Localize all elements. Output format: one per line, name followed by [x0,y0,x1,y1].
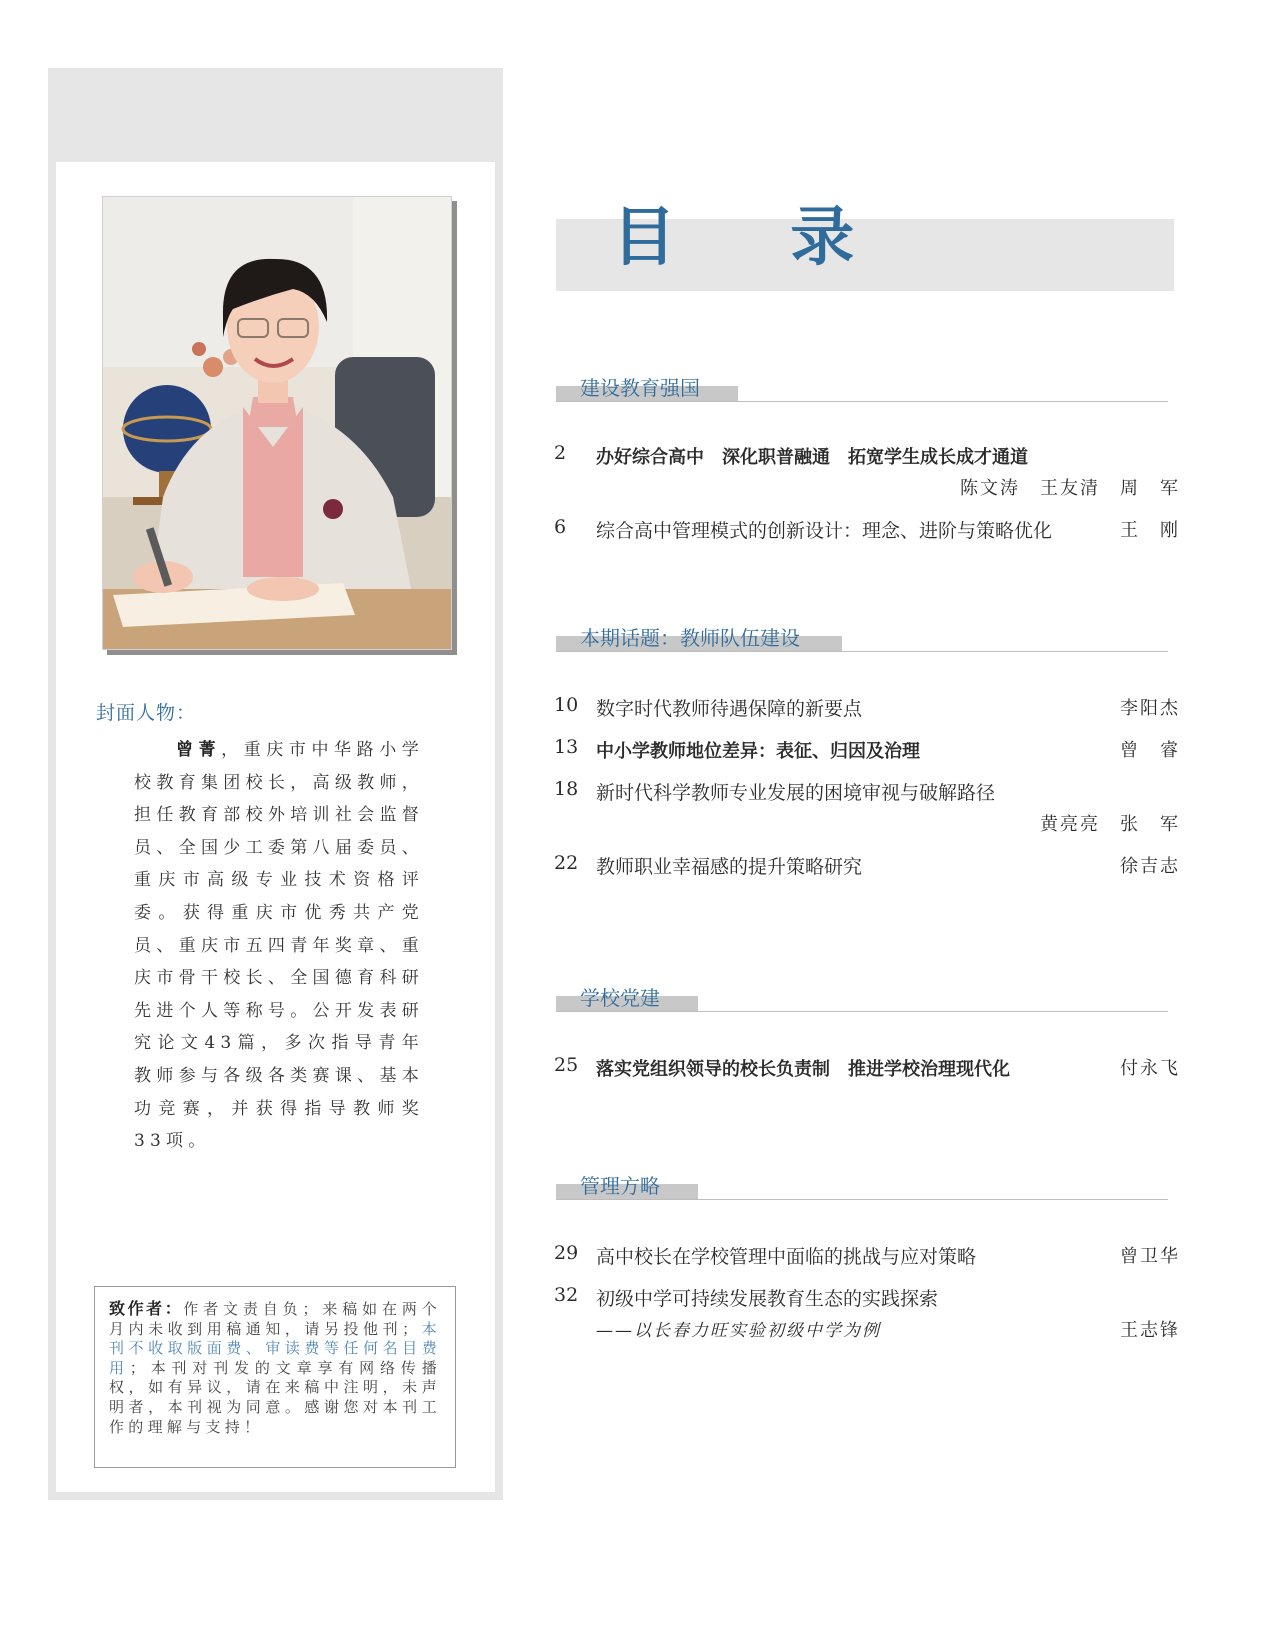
toc-entry-authors: 曾卫华 [1120,1246,1180,1267]
section-heading-rule [556,401,1168,402]
cover-person-name: 曾菁 [176,740,222,760]
author-notice-highlight: 本刊不收取版面费、审读费等任何名目费用 [109,1319,441,1377]
section-heading [556,374,1168,404]
section-heading-rule [556,651,1168,652]
author-notice-text-1: 作者文责自负；来稿如在两个月内未收到用稿通知，请另投他刊； [109,1300,441,1338]
author-notice-text-2: ；本刊对刊发的文章享有网络传播权，如有异议，请在来稿中注明，未声明者，本刊视为同意。感谢您对本刊工作的理解与支持！ [109,1358,441,1436]
toc-entry-authors: 徐吉志 [1120,856,1180,877]
toc-entry-page: 29 [554,1242,579,1264]
cover-person-bio-text: ，重庆市中华路小学校教育集团校长，高级教师，担任教育部校外培训社会监督员、全国少工委第八届委员、重庆市高级专业技术资格评委。获得重庆市优秀共产党员、重庆市五四青年奖章、重庆市骨干校长、全国德育科研先进个人等称号。公开发表研究论文43篇，多次指导青年教师参与各级各类赛课、基本功竞赛，并获得指导教师奖33项。 [134,740,424,1152]
toc-entry-title[interactable]: 初级中学可持续发展教育生态的实践探索 [596,1288,939,1310]
toc-entry-page: 13 [554,736,579,758]
toc-entry-authors: 陈文涛 王友清 周 军 [960,478,1180,499]
toc-entry-authors: 付永飞 [1120,1058,1180,1079]
toc-entry-page: 22 [554,852,579,874]
toc-entry-page: 2 [554,442,567,464]
author-notice-lead: 致作者： [109,1299,184,1318]
cover-person-bio [134,734,424,1158]
section-heading-label: 学校党建 [580,986,660,1010]
toc-entry-title[interactable]: 新时代科学教师专业发展的困境审视与破解路径 [596,782,996,804]
toc-entry-title[interactable]: 落实党组织领导的校长负责制 推进学校治理现代化 [596,1059,1010,1080]
toc-entry-page: 6 [554,516,567,538]
toc-entry-authors: 王志锋 [1120,1320,1180,1341]
cover-photo [102,196,452,650]
toc-entry-page: 10 [554,694,579,716]
toc-entry-authors: 李阳杰 [1120,698,1180,719]
toc-entry-title[interactable]: 中小学教师地位差异：表征、归因及治理 [596,741,920,762]
cover-panel [48,68,503,1500]
toc-entry-authors: 曾 睿 [1120,740,1180,761]
toc-entry-page: 25 [554,1054,579,1076]
toc-entry-page: 32 [554,1284,579,1306]
cover-portrait-illustration [103,197,451,649]
toc-entry-authors: 黄亮亮 张 军 [1040,814,1180,835]
section-heading [556,1172,1168,1202]
section-heading-label: 建设教育强国 [580,376,700,400]
toc-entry-title[interactable]: 高中校长在学校管理中面临的挑战与应对策略 [596,1246,977,1268]
section-heading-label: 管理方略 [580,1174,660,1198]
section-heading-label: 本期话题：教师队伍建设 [580,626,800,650]
toc-title: 目 录 [612,201,901,275]
toc-entry-title[interactable]: 数字时代教师待遇保障的新要点 [596,698,863,720]
section-heading [556,624,1168,654]
cover-person-label: 封面人物： [96,702,197,724]
toc-entry-subtitle: ——以长春力旺实验初级中学为例 [596,1321,881,1341]
author-notice [94,1286,456,1468]
section-heading-rule [556,1011,1168,1012]
section-heading-rule [556,1199,1168,1200]
toc-entry-page: 18 [554,778,579,800]
toc-entry-title[interactable]: 教师职业幸福感的提升策略研究 [596,856,863,878]
toc-entry-title[interactable]: 综合高中管理模式的创新设计：理念、进阶与策略优化 [596,520,1053,542]
toc-entry-title[interactable]: 办好综合高中 深化职普融通 拓宽学生成长成才通道 [596,447,1028,468]
toc-entry-authors: 王 刚 [1120,520,1180,541]
section-heading [556,984,1168,1014]
cover-panel-inner [56,162,495,1492]
